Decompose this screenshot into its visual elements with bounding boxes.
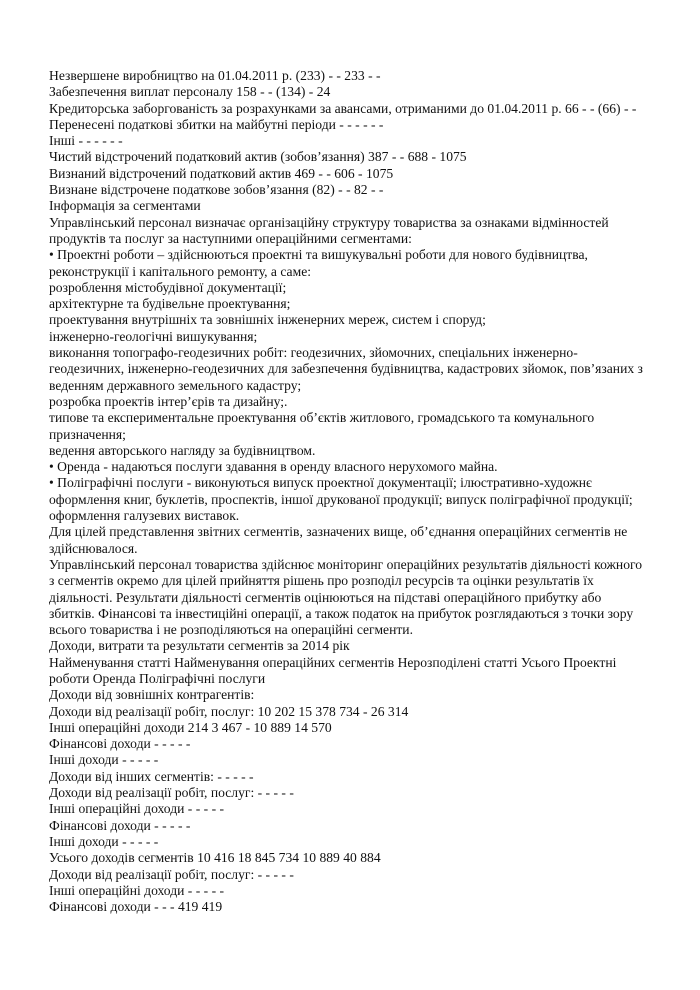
- text-line-other: Інші - - - - - -: [49, 133, 123, 149]
- document-page: [49, 68, 649, 915]
- list-item-typical-design: типове та експериментальне проектування об’єктів житлового, громадського та комунального призначення;: [49, 410, 595, 442]
- bullet-rent: • Оренда - надаються послуги здавання в оренду власного нерухомого майна.: [49, 459, 498, 475]
- table-row: Доходи від реалізації робіт, послуг: - - - - -: [49, 866, 294, 882]
- list-item-geology: інженерно-геологічні вишукування;: [49, 328, 258, 344]
- list-item-geodesy: виконання топографо-геодезичних робіт: геодезичних, зйомочних, спеціальних інженерно-геодезичних, інженерно-геодезичних для забезпечення будівництва, кадастрових зйомок, пов’язаних з веденням державного земельного кадастру;: [49, 345, 643, 393]
- list-item-interior-design: розробка проектів інтер’єрів та дизайну;.: [49, 393, 288, 409]
- table-row: Інші операційні доходи - - - - -: [49, 801, 225, 817]
- table-row: Фінансові доходи - - - 419 419: [49, 899, 223, 915]
- table-row: Інші операційні доходи 214 3 467 - 10 889 14 570: [49, 719, 332, 735]
- section-heading-segments: Інформація за сегментами: [49, 198, 201, 214]
- list-item-architecture: архітектурне та будівельне проектування;: [49, 296, 291, 312]
- table-row: Доходи від реалізації робіт, послуг: 10 202 15 378 734 - 26 314: [49, 703, 409, 719]
- paragraph-monitoring: Управлінський персонал товариства здійснює моніторинг операційних результатів діяльності кожного з сегментів окремо для цілей прийняття рішень про розподіл ресурсів та оцінки результатів їх діяльності. Результати діяльності сегментів оцінюються на підставі операційного прибутку або збитків. Фінансові та інвестиційні операції, а також податок на прибуток розглядаються з точки зору всього товариства і не розподіляються на операційні сегменти.: [49, 556, 643, 638]
- table-row: Фінансові доходи - - - - -: [49, 817, 191, 833]
- table-row: Доходи від реалізації робіт, послуг: - - - - -: [49, 785, 294, 801]
- table-row: Доходи від інших сегментів: - - - - -: [49, 768, 254, 784]
- bullet-design-works: • Проектні роботи – здійснюються проектні та вишукувальні роботи для нового будівництва, реконструкції і капітального ремонту, а саме:: [49, 247, 588, 279]
- table-row: Інші доходи - - - - -: [49, 833, 159, 849]
- text-line-recognized-deferred-liability: Визнане відстрочене податкове зобов’язання (82) - - 82 - -: [49, 182, 384, 198]
- text-line-wip: Незвершене виробництво на 01.04.2011 р. (233) - - 233 - -: [49, 68, 381, 83]
- text-line-net-deferred-tax: Чистий відстрочений податковий актив (зобов’язання) 387 - - 688 - 1075: [49, 149, 467, 165]
- list-item-supervision: ведення авторського нагляду за будівництвом.: [49, 442, 316, 458]
- table-row: Фінансові доходи - - - - -: [49, 736, 191, 752]
- table-row: Інші доходи - - - - -: [49, 752, 159, 768]
- paragraph-no-aggregation: Для цілей представлення звітних сегментів, зазначених вище, об’єднання операційних сегментів не здійснювалося.: [49, 524, 628, 556]
- text-line-tax-losses: Перенесені податкові збитки на майбутні періоди - - - - - -: [49, 116, 384, 132]
- section-heading-segment-results: Доходи, витрати та результати сегментів за 2014 рік: [49, 638, 350, 654]
- list-item-engineering-networks: проектування внутрішніх та зовнішніх інженерних мереж, систем і споруд;: [49, 312, 486, 328]
- text-line-recognized-deferred-asset: Визнаний відстрочений податковий актив 469 - - 606 - 1075: [49, 165, 394, 181]
- table-row: Інші операційні доходи - - - - -: [49, 882, 225, 898]
- text-line-personnel-benefits: Забезпечення виплат персоналу 158 - - (134) - 24: [49, 84, 331, 100]
- text-line-advances-payable: Кредиторська заборгованість за розрахунками за авансами, отриманими до 01.04.2011 р. 66 - - (66) - -: [49, 100, 637, 116]
- table-row: Усього доходів сегментів 10 416 18 845 734 10 889 40 884: [49, 850, 381, 866]
- list-item-urban-planning: розроблення містобудівної документації;: [49, 279, 287, 295]
- table-header-text: Найменування статті Найменування операційних сегментів Нерозподілені статті Усього Проектні роботи Оренда Поліграфічні послуги: [49, 654, 617, 686]
- paragraph-segment-structure: Управлінський персонал визначає організаційну структуру товариства за ознаками відмінностей продуктів та послуг за наступними операційними сегментами:: [49, 214, 609, 246]
- bullet-printing: • Поліграфічні послуги - виконуються випуск проектної документації; ілюстративно-художнє оформлення книг, буклетів, проспектів, іншої друкованої продукції; випуск поліграфічної продукції; оформлення галузевих виставок.: [49, 475, 633, 524]
- table-row: Доходи від зовнішніх контрагентів:: [49, 687, 255, 703]
